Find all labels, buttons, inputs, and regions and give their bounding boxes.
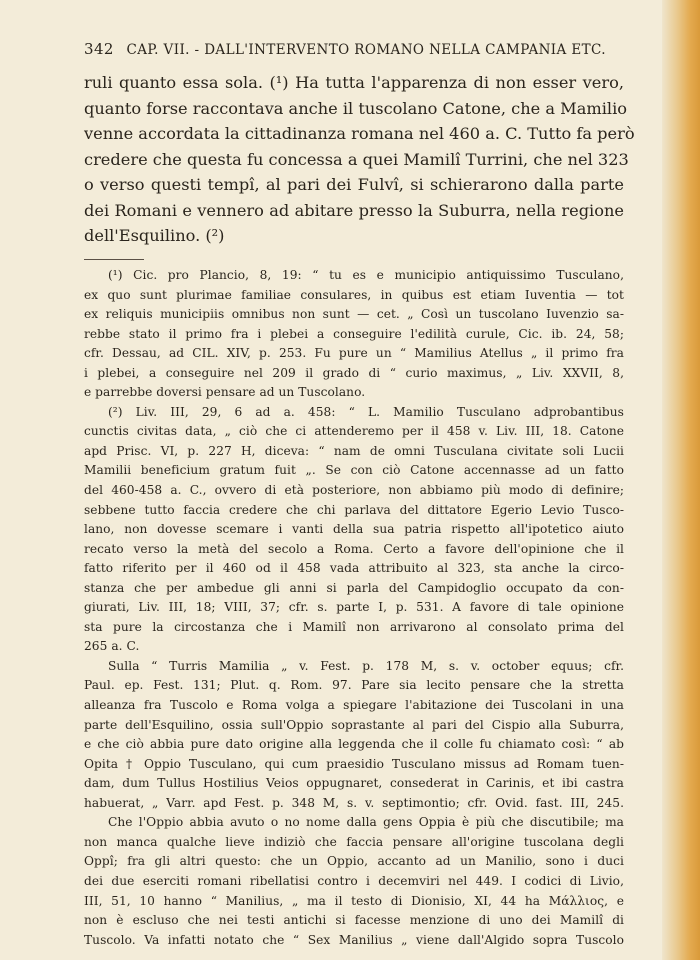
footnote-line: rebbe stato il primo fra i plebei a conseguire l'edilità curule, Cic. ib. 24, 58; — [84, 326, 624, 341]
footnote-line: e parrebbe doversi pensare ad un Tuscolano. — [84, 385, 366, 400]
footnote-line: dam, dum Tullus Hostilius Veios oppugnaret, consederat in Carinis, et ibi castra — [84, 776, 624, 791]
footnote-line: (¹) Cic. pro Plancio, 8, 19: “ tu es e municipio antiquissimo Tusculano, — [108, 268, 624, 282]
body-line: dell'Esquilino. (²) — [84, 226, 225, 245]
footnote-line: Paul. ep. Fest. 131; Plut. q. Rom. 97. Pare sia lecito pensare che la stretta — [84, 678, 624, 693]
body-line: credere che questa fu concessa a quei Mamilî Turrini, che nel 323 — [84, 149, 629, 169]
footnote-line: dei due eserciti romani ribellatisi contro i decemviri nel 449. I codici di Livio, — [84, 873, 624, 888]
footnote-line: cunctis civitas data, „ ciò che ci attenderemo per il 458 v. Liv. III, 18. Catone — [84, 424, 624, 439]
footnote-line: sebbene tutto faccia credere che chi parlava del dittatore Egerio Levio Tusco- — [84, 502, 624, 517]
footnote-separator — [84, 259, 144, 260]
footnote-line: parte dell'Esquilino, ossia sull'Oppio soprastante al pari del Cispio alla Suburra, — [84, 717, 624, 732]
footnote-line: del 460-458 a. C., ovvero di età posteriore, non abbiamo più modo di definire; — [84, 483, 624, 498]
footnote-line: Tuscolo. Va infatti notato che “ Sex Manilius „ viene dall'Algido sopra Tuscolo — [84, 932, 624, 947]
running-header — [84, 40, 624, 58]
body-line: venne accordata la cittadinanza romana nel 460 a. C. Tutto fa però — [84, 124, 635, 143]
body-line: quanto forse raccontava anche il tuscolano Catone, che a Mamilio — [84, 98, 627, 118]
page-edge-shadow — [662, 0, 700, 960]
footnote-line: Che l'Oppio abbia avuto o no nome dalla gens Oppia è più che discutibile; ma — [108, 815, 624, 830]
body-line: o verso questi tempî, al pari dei Fulvî, si schierarono dalla parte — [84, 175, 624, 194]
footnote-line: apd Prisc. VI, p. 227 H, diceva: “ nam de omni Tusculana civitate soli Lucii — [84, 443, 624, 458]
footnote-line: habuerat, „ Varr. apd Fest. p. 348 M, s. v. septimontio; cfr. Ovid. fast. III, 245. — [84, 795, 624, 810]
book-page — [84, 0, 635, 960]
footnote-line: Sulla “ Turris Mamilia „ v. Fest. p. 178 M, s. v. october equus; cfr. — [108, 658, 624, 673]
footnote-line: Oppî; fra gli altri questo: che un Oppio, accanto ad un Manilio, sono i duci — [84, 854, 624, 869]
footnote-line: 265 a. C. — [84, 639, 140, 654]
footnote-line: e che ciò abbia pure dato origine alla leggenda che il colle fu chiamato così: “ ab — [84, 737, 624, 752]
footnote-line: cfr. Dessau, ad CIL. XIV, p. 253. Fu pure un “ Mamilius Atellus „ il primo fra — [84, 346, 624, 361]
footnote-line: ex reliquis municipiis omnibus non sunt — cet. „ Così un tuscolano Iuvenzio sa- — [84, 307, 624, 322]
footnote-line: alleanza fra Tuscolo e Roma volga a spiegare l'abitazione dei Tuscolani in una — [84, 698, 624, 713]
footnote-line: recato verso la metà del secolo a Roma. Certo a favore dell'opinione che il — [84, 541, 624, 556]
page-number: 342 — [84, 40, 114, 58]
body-text — [84, 70, 635, 249]
footnote-line: i plebei, a conseguire nel 209 il grado di “ curio maximus, „ Liv. XXVII, 8, — [84, 365, 624, 380]
footnote-line: sta pure la circostanza che i Mamilî non arrivarono al consolato prima del — [84, 619, 624, 634]
footnote-line: fatto riferito per il 460 od il 458 vada attribuito al 323, sta anche la circo- — [84, 561, 624, 576]
body-line: dei Romani e vennero ad abitare presso la Suburra, nella regione — [84, 200, 624, 220]
footnote-line: (²) Liv. III, 29, 6 ad a. 458: “ L. Mamilio Tusculano adprobantibus — [108, 404, 624, 419]
running-title: CAP. VII. - DALL'INTERVENTO ROMANO NELLA CAMPANIA ETC. — [126, 42, 606, 58]
footnote-line: giurati, Liv. III, 18; VIII, 37; cfr. s. parte I, p. 531. A favore di tale opinione — [84, 600, 624, 615]
footnote-line: stanza che per ambedue gli anni si parla del Campidoglio occupato da con- — [84, 580, 624, 595]
footnote-line: Opita † Oppio Tusculano, qui cum praesidio Tusculano missus ad Romam tuen- — [84, 756, 624, 771]
footnote-line: ex quo sunt plurimae familiae consulares, in quibus est etiam Iuventia — tot — [84, 287, 624, 302]
footnote-line: III, 51, 10 hanno “ Manilius, „ ma il testo di Dionisio, XI, 44 ha Μάλλιος, e — [84, 893, 624, 908]
footnotes — [84, 266, 624, 950]
body-line: ruli quanto essa sola. (¹) Ha tutta l'apparenza di non esser vero, — [84, 73, 624, 92]
footnote-line: Mamilii beneficium gratum fuit „. Se con ciò Catone accennasse ad un fatto — [84, 463, 624, 478]
footnote-line: non è escluso che nei testi antichi si facesse menzione di uno dei Mamilî di — [84, 913, 624, 928]
footnote-line: lano, non dovesse scemare i vanti della sua patria rispetto all'ipotetico aiuto — [84, 522, 624, 537]
footnote-line: non manca qualche lieve indiziò che faccia pensare all'origine tuscolana degli — [84, 834, 624, 849]
